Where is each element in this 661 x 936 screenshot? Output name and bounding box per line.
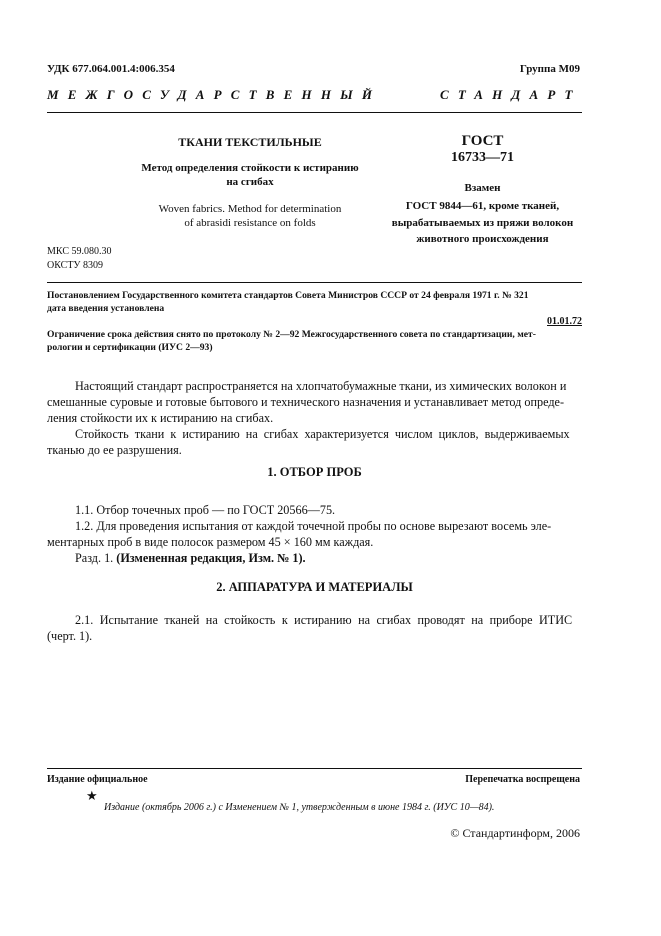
title-divider: [47, 282, 582, 283]
section-1-body: [47, 502, 582, 566]
edition-note: Издание (октябрь 2006 г.) с Изменением № 1, утвержденным в июне 1984 г. (ИУС 10—84).: [104, 802, 495, 813]
page-title: ТКАНИ ТЕКСТИЛЬНЫЕ: [178, 135, 322, 149]
restriction-line-1: Ограничение срока действия снято по протоколу № 2—92 Межгосударственного совета по стандартизации, мет-: [47, 329, 536, 340]
udk-code: УДК 677.064.001.4:006.354: [47, 63, 175, 75]
item-2-1-line-1: 2.1. Испытание тканей на стойкость к истиранию на сгибах проводят на приборе ИТИС: [75, 613, 573, 627]
section-2-heading: 2. АППАРАТУРА И МАТЕРИАЛЫ: [216, 580, 413, 594]
star-icon: ★: [86, 788, 98, 803]
section-1-heading: 1. ОТБОР ПРОБ: [267, 465, 362, 479]
intro-line-4: Стойкость ткани к истиранию на сгибах характеризуется числом циклов, выдерживаемых: [75, 427, 570, 441]
replaces-line-3: животного происхождения: [416, 233, 549, 245]
english-title-line-2: of abrasidi resistance on folds: [184, 217, 316, 229]
item-1-2-line-2: ментарных проб в виде полосок размером 45 × 160 мм каждая.: [47, 535, 374, 549]
header-divider: [47, 112, 582, 113]
replaces-line-2: вырабатываемых из пряжи волокон: [391, 217, 574, 229]
decree-line-1: Постановлением Государственного комитета стандартов Совета Министров СССР от 24 февраля 1971 г. № 321: [47, 290, 529, 301]
intro-line-3: ления стойкости их к истиранию на сгибах.: [47, 411, 274, 425]
effective-date: 01.01.72: [547, 316, 582, 327]
copyright: © Стандартинформ, 2006: [450, 826, 580, 840]
amendment-prefix: Разд. 1.: [75, 551, 114, 565]
item-1-1: 1.1. Отбор точечных проб — по ГОСТ 20566—75.: [75, 503, 336, 517]
subtitle-line-1: Метод определения стойкости к истиранию: [141, 162, 359, 174]
restriction-line-2: рологии и сертификации (ИУС 2—93): [47, 342, 213, 353]
intro-line-2: смешанные суровые и готовые бытового и технического назначения и устанавливает метод опреде-: [47, 395, 565, 409]
intro-line-5: тканью до ее разрушения.: [47, 443, 182, 457]
item-2-1-line-2: (черт. 1).: [47, 629, 93, 643]
mks-code: МКС 59.080.30: [47, 246, 112, 257]
official-edition-label: Издание официальное: [47, 774, 148, 785]
group-code: Группа М09: [519, 63, 580, 75]
subtitle-line-2: на сгибах: [226, 176, 274, 188]
footer-divider: [47, 768, 582, 769]
reprint-prohibited-label: Перепечатка воспрещена: [465, 774, 580, 785]
amendment-text: (Измененная редакция, Изм. № 1).: [116, 551, 306, 565]
intro-paragraph: [47, 378, 582, 458]
standard-banner-left: МЕЖГОСУДАРСТВЕННЫЙ: [47, 87, 382, 102]
okstu-code: ОКСТУ 8309: [47, 260, 104, 271]
section-1-amendment-note: [47, 550, 582, 566]
gost-number: 16733—71: [451, 150, 514, 165]
decree-line-2: дата введения установлена: [47, 303, 165, 314]
standard-banner-right: СТАНДАРТ: [440, 87, 582, 102]
intro-line-1: Настоящий стандарт распространяется на хлопчатобумажные ткани, из химических волокон и: [75, 379, 567, 393]
gost-label: ГОСТ: [461, 133, 504, 149]
replaces-line-1: ГОСТ 9844—61, кроме тканей,: [405, 200, 560, 212]
item-1-2-line-1: 1.2. Для проведения испытания от каждой точечной пробы по основе вырезают восемь эле-: [75, 519, 552, 533]
section-2-body: [47, 612, 582, 644]
replaces-label: Взамен: [464, 182, 501, 194]
english-title-line-1: Woven fabrics. Method for determination: [158, 203, 342, 215]
